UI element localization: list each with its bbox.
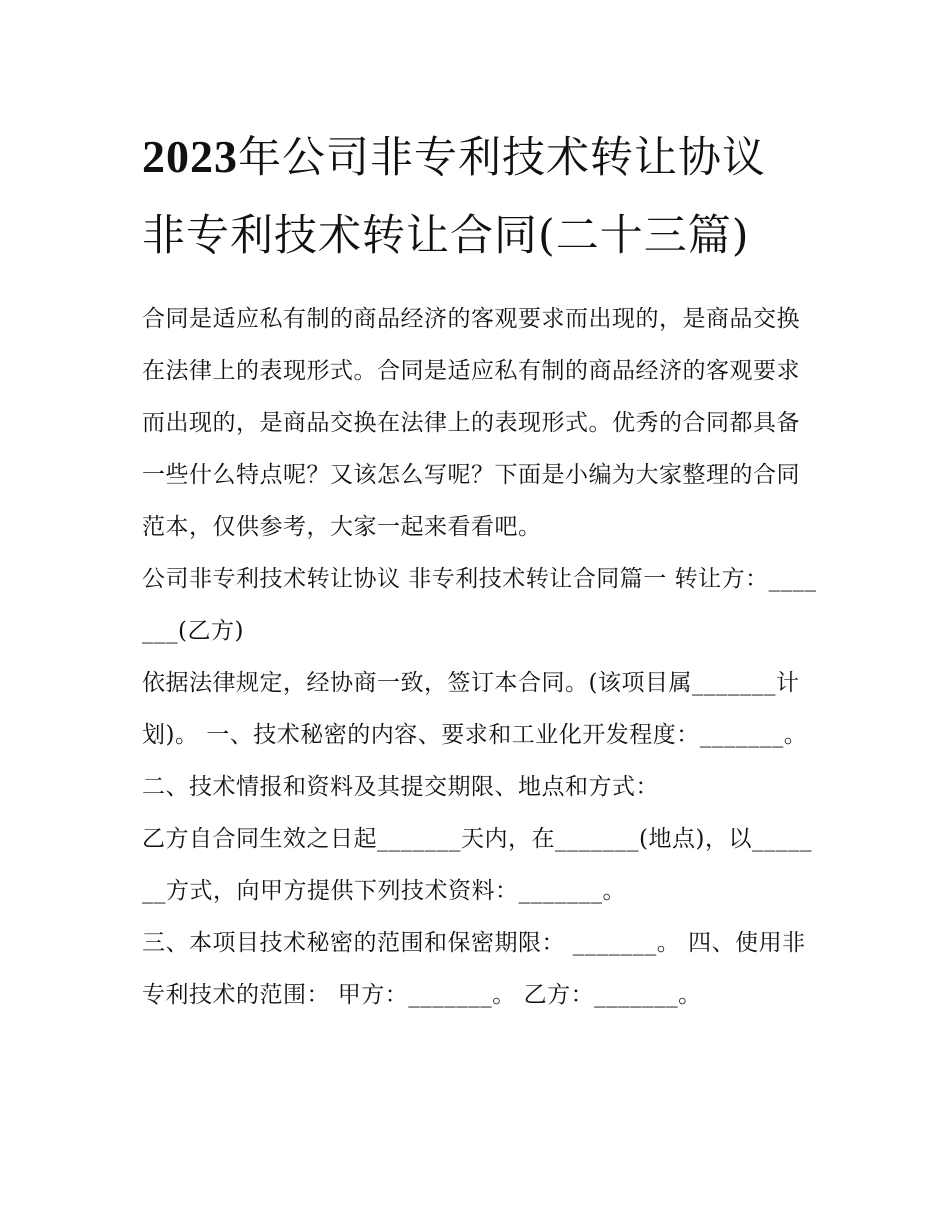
contract-heading-paragraph: 公司非专利技术转让协议 非专利技术转让合同篇一 转让方：_______(乙方) [142,566,817,644]
title-year: 2023 [142,131,238,182]
document-body [142,293,820,1021]
section-two-heading: 二、技术情报和资料及其提交期限、地点和方式： [142,774,659,800]
section-three-four-paragraph: 三、本项目技术秘密的范围和保密期限： _______。 四、使用非专利技术的范围： 甲方：_______。 乙方：_______。 [142,930,806,1008]
section-two-paragraph: 乙方自合同生效之日起_______天内，在_______(地点)，以_______方式，向甲方提供下列技术资料：_______。 [142,826,812,904]
agreement-basis-paragraph: 依据法律规定，经协商一致，签订本合同。(该项目属_______计划)。 一、技术秘密的内容、要求和工业化开发程度：_______。 [142,670,808,748]
document-title [142,118,820,275]
title-text: 年公司非专利技术转让协议 非专利技术转让合同(二十三篇) [142,133,766,261]
intro-paragraph: 合同是适应私有制的商品经济的客观要求而出现的，是商品交换在法律上的表现形式。合同是适应私有制的商品经济的客观要求而出现的，是商品交换在法律上的表现形式。优秀的合同都具备一些什么特点呢？又该怎么写呢？下面是小编为大家整理的合同范本，仅供参考，大家一起来看看吧。 [142,306,800,540]
